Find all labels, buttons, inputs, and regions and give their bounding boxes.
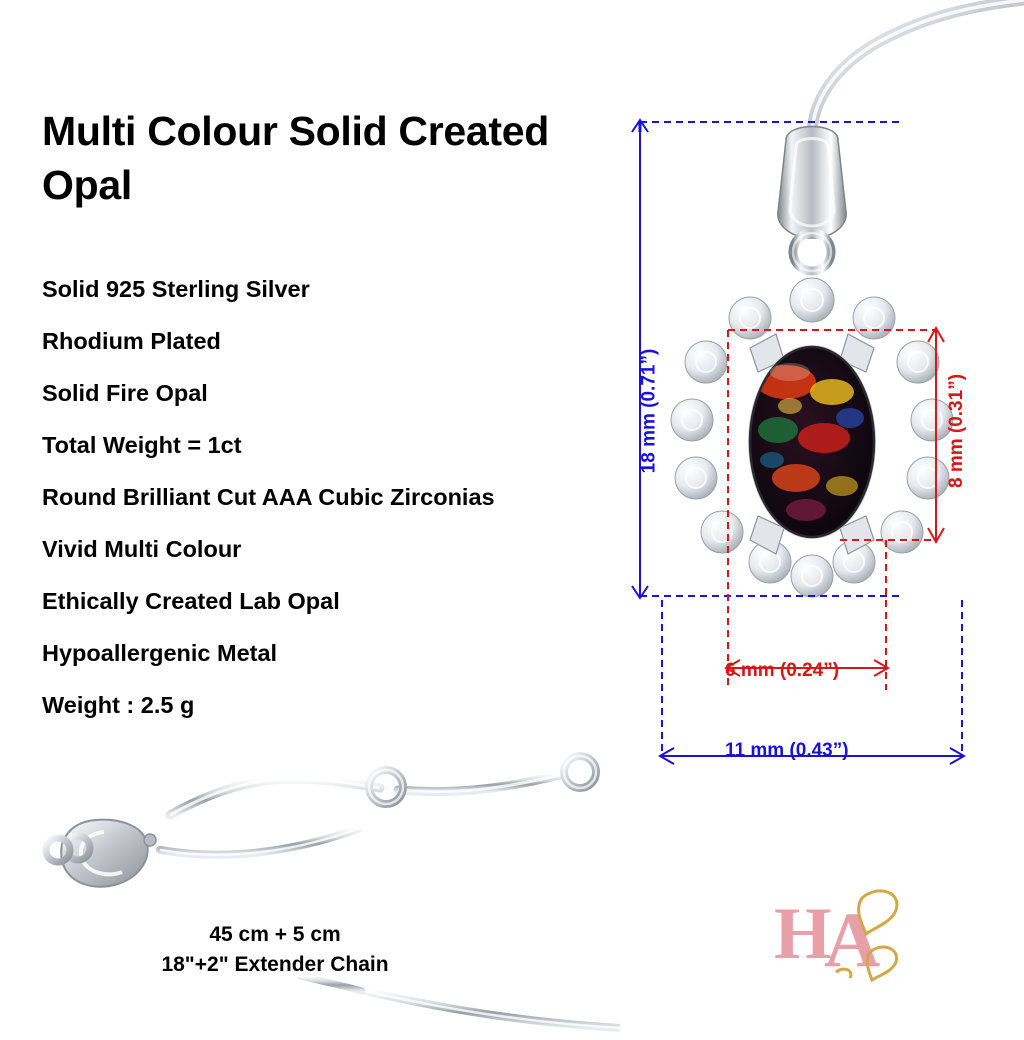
- brand-logo: [770, 880, 920, 990]
- list-item: Vivid Multi Colour: [42, 536, 242, 562]
- dimension-label-width: 11 mm (0.43”): [725, 740, 849, 761]
- extender-chain-illustration: [0, 740, 620, 1040]
- list-item: Solid Fire Opal: [42, 380, 208, 406]
- dimension-label-stone-width: 6 mm (0.24”): [725, 660, 840, 681]
- chain-length-inches: 18"+2" Extender Chain: [161, 953, 389, 977]
- list-item: Weight : 2.5 g: [42, 692, 195, 718]
- list-item: Round Brilliant Cut AAA Cubic Zirconias: [42, 484, 495, 510]
- list-item: Hypoallergenic Metal: [42, 640, 278, 666]
- feature-list: [42, 278, 642, 746]
- list-item: Ethically Created Lab Opal: [42, 588, 340, 614]
- dimension-label-stone-height: 8 mm (0.31”): [946, 373, 968, 489]
- svg-text:A: A: [824, 896, 881, 983]
- list-item: Total Weight = 1ct: [42, 432, 242, 458]
- opal-stone: [748, 345, 876, 539]
- svg-text:H: H: [774, 893, 832, 975]
- page-title: Multi Colour Solid Created Opal: [42, 108, 549, 209]
- dimension-label-height: 18 mm (0.71”): [638, 348, 660, 474]
- list-item: Rhodium Plated: [42, 328, 221, 354]
- chain-length-caption: [40, 920, 510, 981]
- chain-length-cm: 45 cm + 5 cm: [209, 923, 341, 946]
- product-illustration: [600, 0, 1024, 1024]
- list-item: Solid 925 Sterling Silver: [42, 276, 310, 302]
